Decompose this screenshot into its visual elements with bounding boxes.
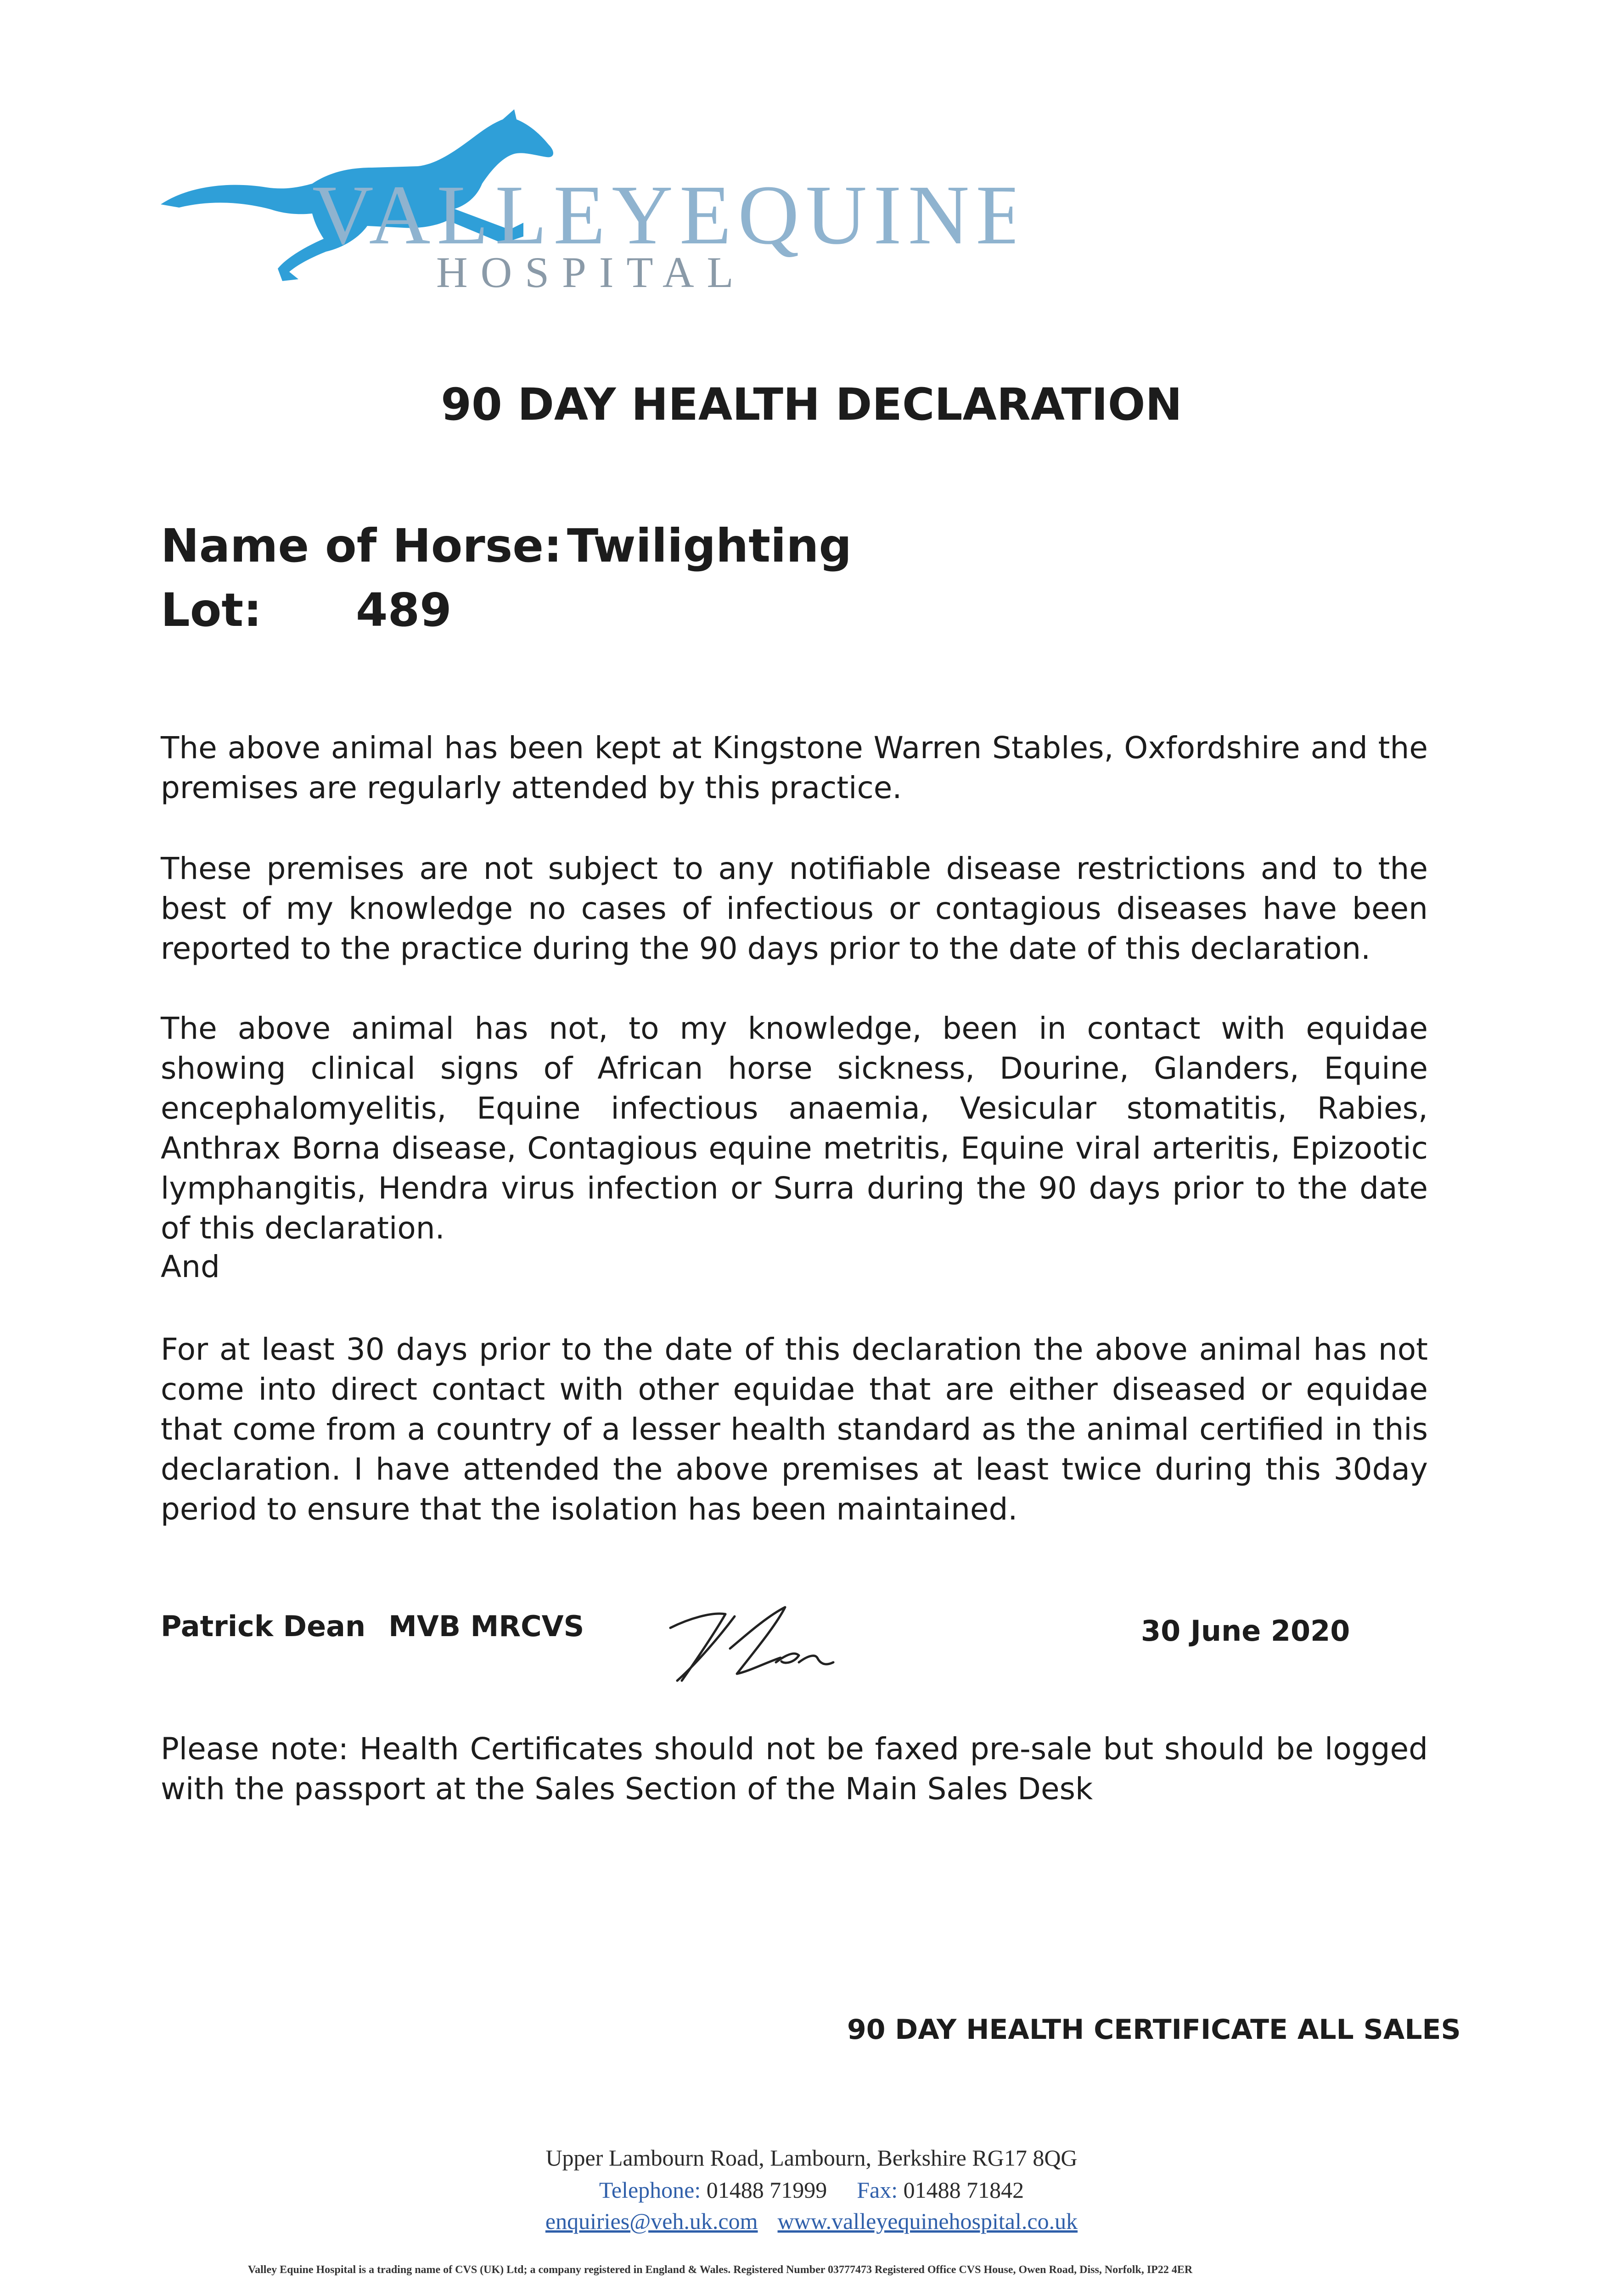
horse-name-label: Name of Horse:	[161, 519, 562, 573]
certificate-label: 90 DAY HEALTH CERTIFICATE ALL SALES	[847, 2014, 1461, 2046]
logo-subword: HOSPITAL	[436, 248, 747, 297]
horse-name-row	[161, 519, 852, 573]
paragraph-restrictions: These premises are not subject to any notifiable disease restrictions and to the best of my knowledge no cases of infectious or contagious diseases have been reported to the practice during the 90 days prior to the date of this declaration.	[161, 851, 1428, 966]
lot-row	[161, 583, 452, 637]
declaration-date: 30 June 2020	[1141, 1614, 1350, 1648]
lot-value: 489	[356, 583, 452, 637]
footer-phones	[0, 2177, 1623, 2203]
horse-name-value: Twilighting	[567, 519, 852, 573]
hospital-logo	[161, 106, 1015, 298]
website-link[interactable]: www.valleyequinehospital.co.uk	[777, 2208, 1078, 2234]
email-link[interactable]: enquiries@veh.uk.com	[545, 2208, 758, 2234]
handwritten-signature	[661, 1593, 845, 1690]
footer-links	[0, 2208, 1623, 2234]
paragraph-isolation: For at least 30 days prior to the date of this declaration the above animal has not come into direct contact with other equidae that are either diseased or equidae that come from a country of a lesser health standard as the animal certified in this declaration. I have attended the above premises at least twice during this 30day period to ensure that the isolation has been maintained.	[161, 1332, 1428, 1527]
paragraph-diseases: The above animal has not, to my knowledge, been in contact with equidae showing clinical signs of African horse sickness, Dourine, Glanders, Equine encephalomyelitis, Equine infectious anaemia, Vesicular stomatitis, Rabies, Anthrax Borna disease, Contagious equine metritis, Equine viral arteritis, Epizootic lymphangitis, Hendra virus infection or Surra during the 90 days prior to the date of this declaration.	[161, 1011, 1428, 1246]
logo-wordmark: VALLEYEQUINE	[312, 168, 1015, 262]
paragraph-and: And	[161, 1249, 220, 1284]
vet-qualifications: MVB MRCVS	[388, 1609, 584, 1643]
telephone-label: Telephone:	[599, 2177, 701, 2203]
lot-label: Lot:	[161, 583, 262, 637]
fax-label: Fax:	[857, 2177, 898, 2203]
please-note: Please note: Health Certificates should not be faxed pre-sale but should be logged with the passport at the Sales Section of the Main Sales Desk	[161, 1731, 1428, 1806]
fax-number: 01488 71842	[903, 2177, 1024, 2203]
document-title: 90 DAY HEALTH DECLARATION	[441, 379, 1182, 430]
footer-address: Upper Lambourn Road, Lambourn, Berkshire RG17 8QG	[545, 2145, 1078, 2171]
vet-name: Patrick Dean	[161, 1609, 366, 1643]
telephone-number: 01488 71999	[706, 2177, 827, 2203]
legal-notice: Valley Equine Hospital is a trading name of CVS (UK) Ltd; a company registered in England & Wales. Registered Number 03777473 Registered Office CVS House, Owen Road, Diss, Norfolk, IP22 4ER	[248, 2264, 1193, 2276]
paragraph-premises: The above animal has been kept at Kingstone Warren Stables, Oxfordshire and the premises are regularly attended by this practice.	[161, 730, 1428, 805]
vet-signatory	[161, 1609, 584, 1643]
